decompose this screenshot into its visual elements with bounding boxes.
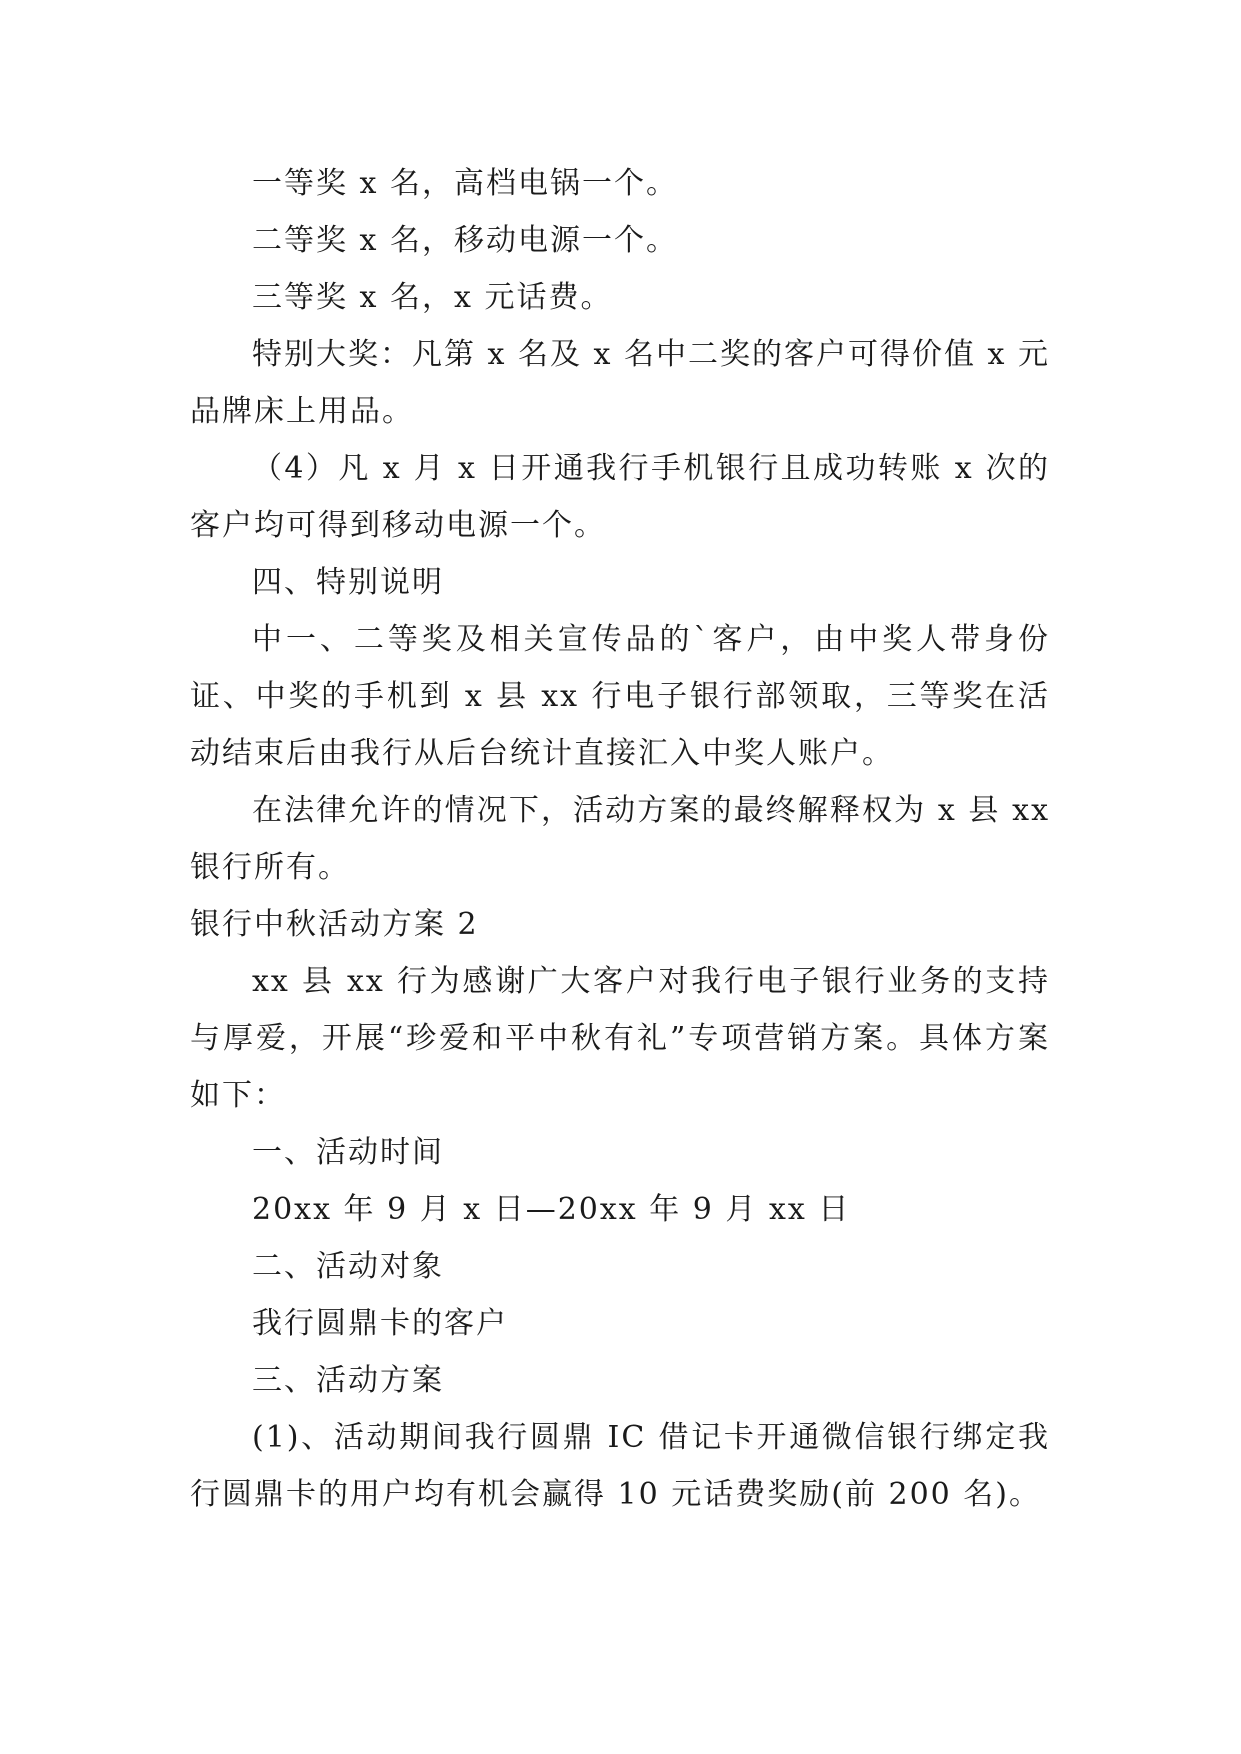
document-page xyxy=(190,155,1050,1523)
activity-time-range: 20xx 年 9 月 x 日—20xx 年 9 月 xx 日 xyxy=(252,1192,851,1227)
paragraph-interpretation-right: 在法律允许的情况下，活动方案的最终解释权为 x 县 xx 银行所有。 xyxy=(190,793,1050,885)
section-heading-activity-time: 一、活动时间 xyxy=(252,1135,444,1170)
activity-plan-item-1: (1)、活动期间我行圆鼎 IC 借记卡开通微信银行绑定我行圆鼎卡的用户均有机会赢得 10 元话费奖励(前 200 名)。 xyxy=(190,1420,1050,1512)
activity-target: 我行圆鼎卡的客户 xyxy=(252,1306,508,1341)
section-heading-special-notes: 四、特别说明 xyxy=(252,565,444,600)
document-title-plan-2: 银行中秋活动方案 2 xyxy=(190,907,479,942)
prize-mobile-banking: （4）凡 x 月 x 日开通我行手机银行且成功转账 x 次的客户均可得到移动电源一个。 xyxy=(190,451,1050,543)
prize-first: 一等奖 x 名，高档电锅一个。 xyxy=(252,166,678,201)
section-heading-activity-target: 二、活动对象 xyxy=(252,1249,444,1284)
prize-third: 三等奖 x 名，x 元话费。 xyxy=(252,280,613,315)
prize-second: 二等奖 x 名，移动电源一个。 xyxy=(252,223,678,258)
section-heading-activity-plan: 三、活动方案 xyxy=(252,1363,444,1398)
prize-special: 特别大奖：凡第 x 名及 x 名中二奖的客户可得价值 x 元品牌床上用品。 xyxy=(190,337,1050,429)
paragraph-intro: xx 县 xx 行为感谢广大客户对我行电子银行业务的支持与厚爱，开展“珍爱和平中秋有礼”专项营销方案。具体方案如下： xyxy=(190,964,1050,1113)
paragraph-claim-prizes: 中一、二等奖及相关宣传品的`客户，由中奖人带身份证、中奖的手机到 x 县 xx 行电子银行部领取，三等奖在活动结束后由我行从后台统计直接汇入中奖人账户。 xyxy=(190,622,1050,771)
